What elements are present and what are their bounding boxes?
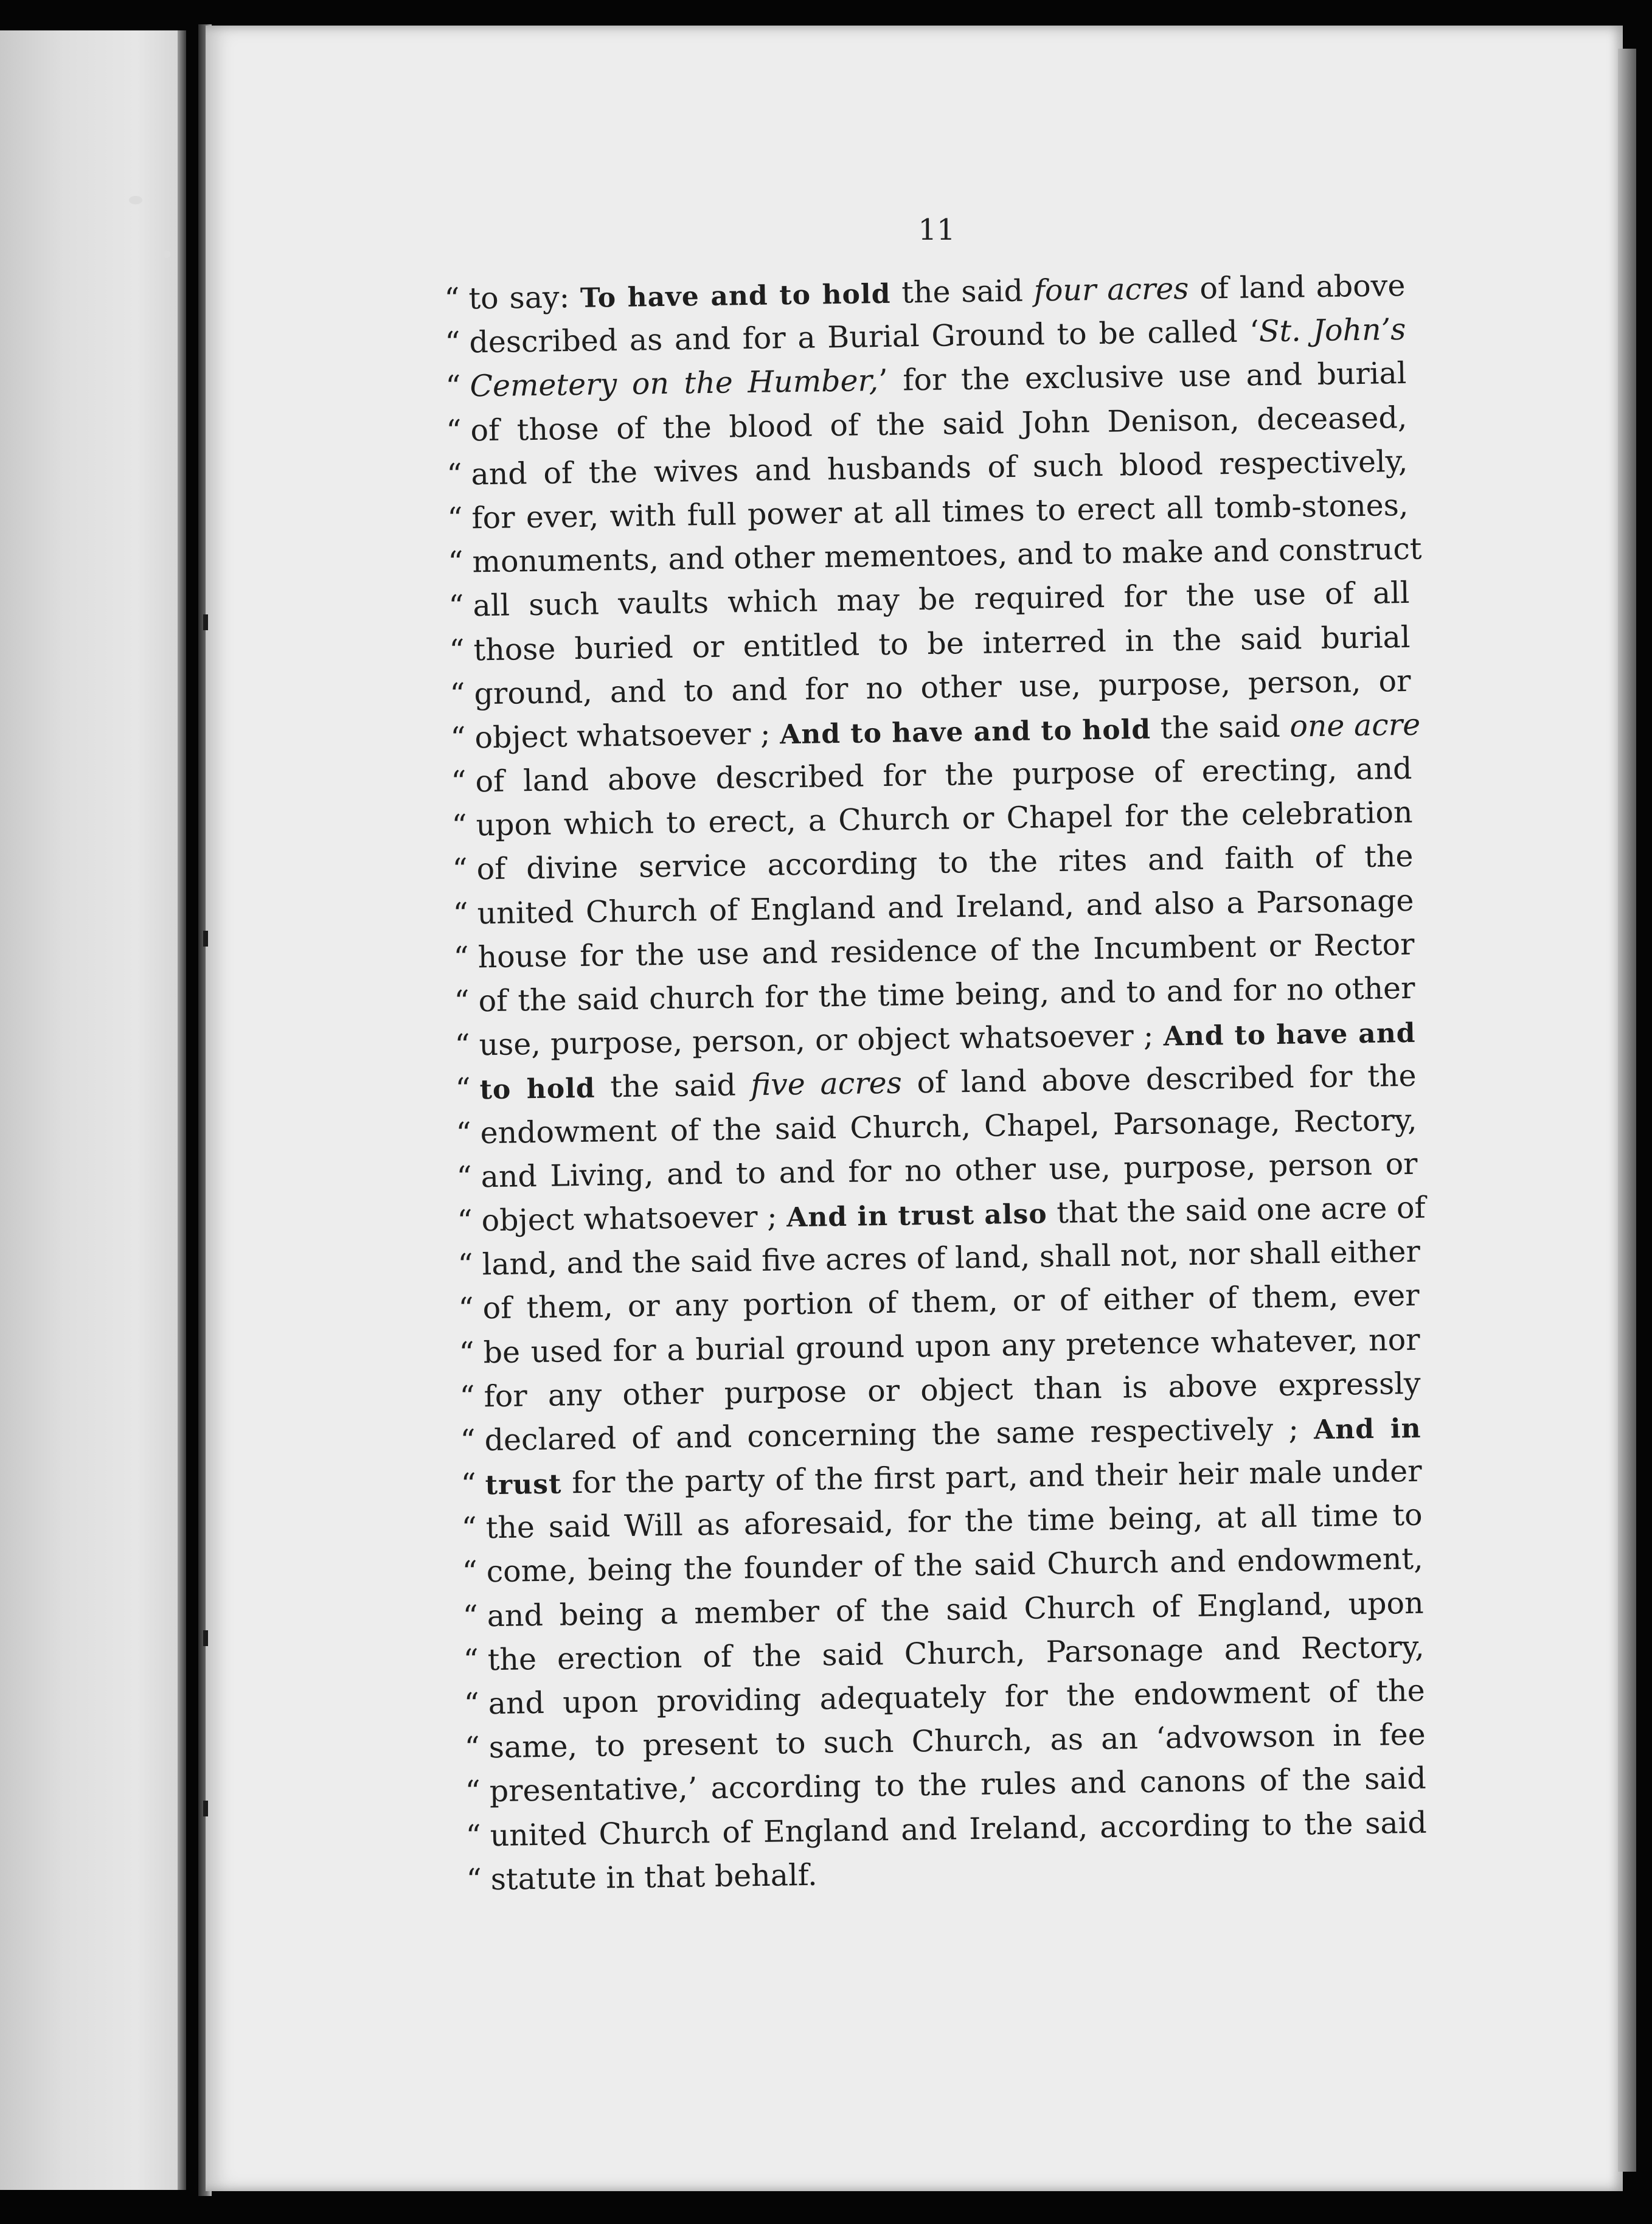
quote-mark: “ xyxy=(457,1247,474,1282)
text-run: of land above described for the xyxy=(901,1058,1417,1100)
text-run: be used for a burial ground upon any pretence whatever, nor xyxy=(483,1322,1420,1370)
quote-mark: “ xyxy=(446,457,462,492)
text-run: and of the wives and husbands of such blood respectively, xyxy=(471,443,1408,492)
quote-mark: “ xyxy=(459,1335,475,1371)
quote-mark: “ xyxy=(463,1686,480,1722)
text-run: Cemetery on the Humber, xyxy=(470,363,879,404)
text-run: use, purpose, person, or object whatsoever ; xyxy=(479,1018,1164,1063)
quote-mark: “ xyxy=(460,1423,476,1458)
quote-mark: “ xyxy=(460,1467,477,1502)
quote-mark: “ xyxy=(450,720,467,756)
text-run: to hold xyxy=(479,1073,595,1106)
binding-mark xyxy=(203,931,208,947)
text-run: one acre xyxy=(1289,707,1421,744)
quote-mark: “ xyxy=(453,940,470,975)
text-run: that the said one acre of xyxy=(1047,1190,1426,1231)
page-number: 11 xyxy=(918,213,956,247)
text-run: the said xyxy=(595,1068,751,1105)
quote-mark: “ xyxy=(456,1159,473,1195)
binding-mark xyxy=(203,1801,208,1816)
text-run: endowment of the said Church, Chapel, Parsonage, Rectory, xyxy=(480,1102,1417,1150)
text-run: the said Will as aforesaid, for the time being, at all time to xyxy=(485,1497,1423,1546)
text-run: to say: xyxy=(468,279,581,316)
quote-mark: “ xyxy=(448,588,465,624)
text-run: presentative,’ according to the rules and canons of the said xyxy=(489,1761,1427,1809)
text-run: And to have and xyxy=(1163,1018,1416,1052)
text-run: And in trust also xyxy=(786,1198,1048,1234)
paper-speck xyxy=(129,196,142,204)
page-right-edge xyxy=(1618,49,1636,2172)
quote-mark: “ xyxy=(459,1379,476,1414)
text-run: monuments, and other mementoes, and to make and construct xyxy=(472,531,1422,580)
body-text xyxy=(444,264,1428,1902)
text-run: object whatsoever ; xyxy=(474,716,780,756)
quote-mark: “ xyxy=(465,1774,481,1810)
text-run: and upon providing adequately for the endowment of the xyxy=(488,1673,1425,1722)
quote-mark: “ xyxy=(445,369,461,405)
quote-mark: “ xyxy=(464,1730,481,1765)
quote-mark: “ xyxy=(461,1510,477,1546)
quote-mark: “ xyxy=(457,1203,473,1239)
text-run: And in xyxy=(1313,1413,1421,1446)
text-run: And to have and to hold xyxy=(779,714,1151,751)
quote-mark: “ xyxy=(444,281,460,316)
text-run: of divine service according to the rites and faith of the xyxy=(476,839,1414,887)
text-run: five acres xyxy=(751,1065,903,1103)
text-run: statute in that behalf. xyxy=(490,1857,817,1897)
quote-mark: “ xyxy=(449,676,466,712)
text-run: house for the use and residence of the Incumbent or Rector xyxy=(477,926,1415,975)
text-run: for ever, with full power at all times to erect all tomb-stones, xyxy=(471,487,1409,536)
text-run: land, and the said five acres of land, shall not, nor shall either xyxy=(482,1234,1421,1282)
quote-mark: “ xyxy=(465,1818,482,1854)
text-run: of land above described for the purpose of erecting, and xyxy=(475,751,1412,799)
quote-mark: “ xyxy=(445,325,460,361)
text-run: of them, or any portion of them, or of either of them, ever xyxy=(482,1278,1420,1326)
quote-mark: “ xyxy=(451,808,468,844)
text-run: four acres xyxy=(1033,271,1189,308)
text-run: united Church of England and Ireland, and also a Parsonage xyxy=(477,883,1414,931)
quote-mark: “ xyxy=(453,896,469,931)
text-run: those buried or entitled to be interred in the said burial xyxy=(473,619,1411,667)
quote-mark: “ xyxy=(466,1862,482,1897)
quote-mark: “ xyxy=(456,1116,472,1151)
quote-mark: “ xyxy=(451,764,467,799)
text-run: trust xyxy=(485,1468,562,1501)
text-run: for any other purpose or object than is above expressly xyxy=(484,1366,1421,1414)
text-run: of the said church for the time being, and to and for no other xyxy=(478,970,1415,1019)
text-run: declared of and concerning the same respectively ; xyxy=(484,1411,1314,1458)
text-run: ground, and to and for no other use, purpose, person, or xyxy=(474,663,1411,712)
text-run: ’ for the exclusive use and burial xyxy=(878,356,1407,398)
text-run: the said xyxy=(1150,709,1290,746)
quote-mark: “ xyxy=(454,1027,471,1063)
text-run: and being a member of the said Church of England, upon xyxy=(487,1585,1424,1633)
quote-mark: “ xyxy=(447,501,463,536)
binding-mark xyxy=(203,1630,208,1646)
text-run: of those of the blood of the said John Denison, deceased, xyxy=(470,400,1407,448)
quote-mark: “ xyxy=(449,633,465,668)
text-run: described as and for a Burial Ground to be called ‘ xyxy=(469,314,1260,360)
text-run: all such vaults which may be required for the use of all xyxy=(473,575,1410,624)
text-run: same, to present to such Church, as an ‘advowson in fee xyxy=(488,1717,1426,1765)
paper-speck xyxy=(163,251,170,258)
text-run: of land above xyxy=(1189,268,1406,306)
quote-mark: “ xyxy=(463,1642,479,1678)
facing-page-edge xyxy=(0,30,182,2190)
text-run: and Living, and to and for no other use, purpose, person or xyxy=(481,1146,1418,1195)
text-run: the erection of the said Church, Parsonage and Rectory, xyxy=(487,1629,1425,1678)
quote-mark: “ xyxy=(448,544,464,580)
quote-mark: “ xyxy=(462,1554,478,1590)
text-run: To have and to hold xyxy=(580,278,891,314)
quote-mark: “ xyxy=(446,413,462,448)
text-run: object whatsoever ; xyxy=(481,1199,787,1239)
binding-mark xyxy=(203,614,208,630)
text-run: St. John’s xyxy=(1258,312,1406,349)
quote-mark: “ xyxy=(458,1291,474,1327)
quote-mark: “ xyxy=(455,1071,471,1107)
text-run: for the party of the first part, and their heir male under xyxy=(561,1453,1422,1501)
text-run: the said xyxy=(890,273,1035,310)
text-run: united Church of England and Ireland, according to the said xyxy=(490,1805,1428,1853)
quote-mark: “ xyxy=(462,1599,479,1634)
text-run: come, being the founder of the said Church and endowment, xyxy=(486,1541,1423,1590)
quote-mark: “ xyxy=(452,852,468,888)
quote-mark: “ xyxy=(454,984,470,1019)
text-run: upon which to erect, a Church or Chapel for the celebration xyxy=(476,795,1413,843)
